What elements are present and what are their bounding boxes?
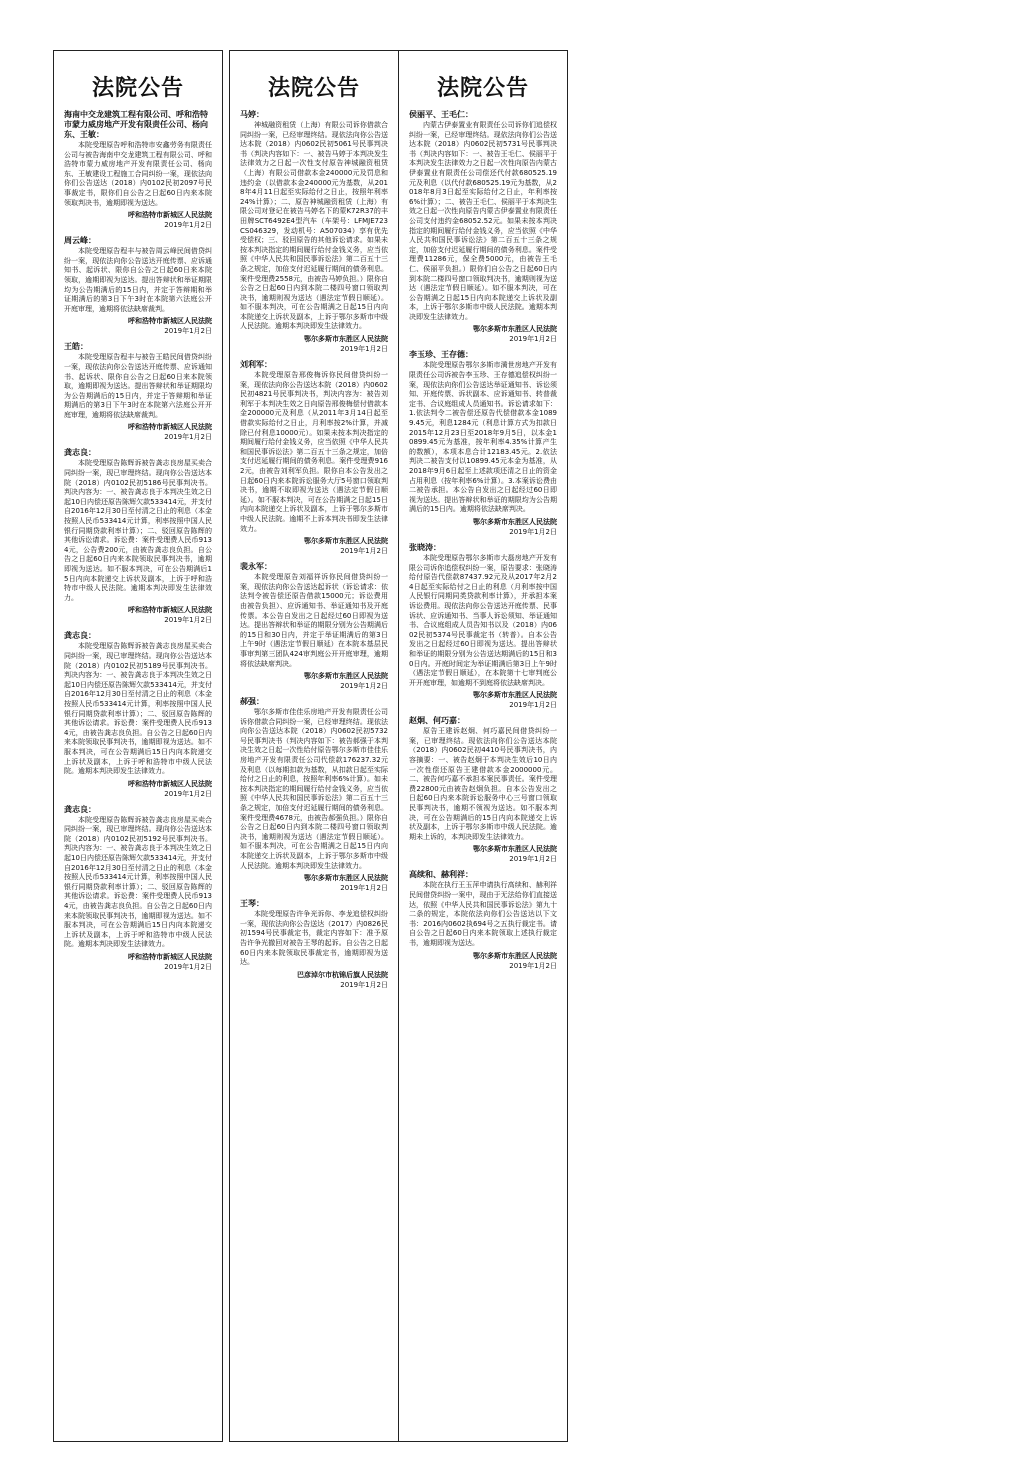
court-notice	[240, 899, 388, 990]
notice-column-2	[229, 50, 399, 1442]
notice-addressee: 郝强：	[240, 697, 264, 707]
notice-body: 本院受理原告刘福祥诉你民间借贷纠纷一案，现依法向你公告送达起诉状（诉讼请求：依法判令被告偿还原告借款15000元；诉讼费用由被告负担）、应诉通知书、举证通知书及开庭传票。本公告自发出之日起经过60日即视为送达。提出答辩状和举证的期限分别为公告期满后的15日和30日内，并定于举证期满后的第3日上午9时（遇法定节假日顺延）在本院本基层民事审判第三团队424审判庭公开开庭审理，逾期将依法缺席判决。	[240, 573, 388, 668]
notice-body: 内蒙古伊泰置业有限责任公司诉你们追偿权纠纷一案，已经审理终结。现依法向你们公告送达本院（2018）内0602民初5731号民事判决书（判决内容如下：一、被告王毛仁、侯丽平于本判决发生法律效力之日起一次性向原告内蒙古伊泰置业有限责任公司偿还代付款680525.19元及利息（以代付款680525.19元为基数，从2018年8月3日起至实际给付之日止，年利率按6%计算）；二、被告王毛仁、侯丽平于本判决生效之日起一次性向原告内蒙古伊泰置业有限责任公司支付违约金68052.52元。如果未按本判决指定的期间履行给付金钱义务，应当依照《中华人民共和国民事诉讼法》第二百五十三条之规定，加倍支付迟延履行期间的债务利息。案件受理费11286元，保全费5000元，由被告王毛仁、侯丽平负担。）限你们自公告之日起60日内到本院二楼四号窗口领取判决书，逾期则视为送达（遇法定节假日顺延）。如不服本判决，可在公告期满之日起15日内向本院递交上诉状及副本，上诉于鄂尔多斯市中级人民法院。逾期本判决即发生法律效力。	[409, 121, 557, 321]
notice-date: 2019年1月2日	[164, 221, 212, 230]
notice-body: 本院受理原告邢俊梅诉你民间借贷纠纷一案，现依法向你公告送达本院（2018）内0602民初4821号民事判决书，判决内容为：被告刘利军于本判决生效之日向原告邢俊梅偿付借款本金200000元及利息（从2011年3月14日起至借款实际给付之日止，月利率按2%计算，并减除已付利息10000元）。如果未按本判决指定的期间履行给付金钱义务，应当依照《中华人民共和国民事诉讼法》第二百五十三条之规定，加倍支付迟延履行期间的债务利息。案件受理费9162元，由被告刘利军负担。限你自本公告发出之日起60日内来本院诉讼服务大厅5号窗口领取判决书，逾期不取即视为送达（遇法定节假日顺延）。如不服本判决，可在公告期满之日起15日内向本院递交上诉状及副本，上诉于鄂尔多斯市中级人民法院。逾期不上诉本判决书即发生法律效力。	[240, 371, 388, 533]
notice-court: 呼和浩特市新城区人民法院	[128, 423, 212, 432]
court-notice	[240, 697, 388, 893]
notice-column-3	[398, 50, 568, 1442]
notice-addressee: 龚志良：	[64, 631, 96, 641]
court-notice	[240, 360, 388, 556]
court-notice	[409, 350, 557, 537]
notice-date: 2019年1月2日	[509, 701, 557, 710]
notice-court: 鄂尔多斯市东胜区人民法院	[304, 672, 388, 681]
notice-court: 呼和浩特市新城区人民法院	[128, 317, 212, 326]
notice-addressee: 张晓涛：	[409, 542, 441, 552]
notice-body: 本院受理原告陈辉诉被告龚志良房屋买卖合同纠纷一案，现已审理终结。现向你公告送达本院（2018）内0102民初5192号民事判决书。判决内容为：一、被告龚志良于本判决生效之日起10日内偿还原告陈辉欠款533414元，并支付自2016年12月30日至付清之日止的利息（本金按照人民币533414元计算，利率按照中国人民银行同期贷款利率计算）；二、驳回原告陈辉的其他诉讼请求。诉讼费：案件受理费人民币9134元，由被告龚志良负担。自公告之日起60日内来本院领取民事判决书，逾期即视为送达。如不服本判决，可在公告期满后15日内向本院递交上诉状及副本，上诉于呼和浩特市中级人民法院。逾期本判决即发生法律效力。	[64, 815, 212, 949]
notice-column-1	[53, 50, 223, 1442]
column-title: 法院公告	[267, 76, 360, 101]
notice-body: 本院受理原告程丰与被告王皓民间借贷纠纷一案，现依法向你公告送达开庭传票、应诉通知书、起诉状、限你自公告之日起60日来本院领取，逾期即视为送达。提出答辩状和举证期限均为公告期满后的15日内，并定于答辩期和举证期满后的第3日下午3时在本院第六法庭公开开庭审理，逾期将依法缺席裁判。	[64, 353, 212, 419]
notice-date: 2019年1月2日	[164, 327, 212, 336]
notice-date: 2019年1月2日	[164, 433, 212, 442]
notice-date: 2019年1月2日	[340, 980, 388, 989]
notice-body: 本院受理原告许争光诉你、李龙追偿权纠纷一案，现依法向你公告送达（2017）内0826民初1594号民事裁定书，裁定内容如下：准予原告许争光撤回对被告王琴的起诉。自公告之日起60日内来本院领取民事裁定书，逾期即视为送达。	[240, 910, 388, 967]
court-notice	[409, 110, 557, 344]
notice-addressee: 李玉珍、王存德：	[409, 350, 473, 360]
court-notice	[240, 562, 388, 691]
notice-date: 2019年1月2日	[164, 963, 212, 971]
notice-court: 鄂尔多斯市东胜区人民法院	[473, 517, 557, 526]
notice-body: 本院受理原告呼和浩特市安鑫劳务有限责任公司与被告海南中交龙建筑工程有限公司、呼和浩特市蒙力威房地产开发有限责任公司、杨向东、王敏建设工程施工合同纠纷一案，现依法向你们公告送达（2018）内0102民初2097号民事裁定书，限你们自公告之日起60日内来本院领取判决书，逾期即视为送达。	[64, 141, 212, 207]
notice-court: 鄂尔多斯市东胜区人民法院	[304, 874, 388, 883]
notice-body: 本院在执行王玉萍申请执行高续和、赫利祥民间借贷纠纷一案中，现由于无法给你们直接送达，依照《中华人民共和国民事诉讼法》第九十二条的规定，本院依法向你们公告送达以下文书：2016内0602执694号之五执行裁定书。请自公告之日起60日内来本院领取上述执行裁定书，逾期即视为送达。	[409, 881, 557, 947]
notice-court: 鄂尔多斯市东胜区人民法院	[473, 691, 557, 700]
notice-body: 神城融资租赁（上海）有限公司诉你借款合同纠纷一案，已经审理终结。现依法向你公告送达本院（2018）内0602民初5061号民事判决书（判决内容如下：一、被告马婷于本判决发生法律效力之日起一次性支付原告神城融资租赁（上海）有限公司借款本金240000元及罚息和违约金（以借款本金240000元为基数，从2018年4月11日起至实际给付之日止，按照年利率24%计算）；二、原告神城融资租赁（上海）有限公司对登记在被告马婷名下的蒙K72R37的丰田牌SCT6492E4型汽车（车架号：LFMJE723CS046329，发动机号：A507034）享有优先受偿权；三、驳回原告的其他诉讼请求。如果未按本判决指定的期间履行给付金钱义务，应当依照《中华人民共和国民事诉讼法》第二百五十三条之规定，加倍支付迟延履行期间的债务利息。案件受理费2558元，由被告马婷负担。）限你自公告之日起60日内到本院二楼四号窗口领取判决书，逾期则视为送达（遇法定节假日顺延）。如不服本判决，可在公告期满之日起15日内向本院递交上诉状及副本，上诉于鄂尔多斯市中级人民法院。逾期本判决即发生法律效力。	[240, 121, 388, 331]
notice-body: 本院受理原告鄂尔多斯市満世房地产开发有限责任公司诉被告李玉珍、王存德追偿权纠纷一案，现依法向你们公告送达举证通知书、诉讼须知、开庭传票、诉状副本、应诉通知书、转普裁定书、合议庭组成人员通知书。诉讼请求如下：1.依法判令二被告偿还原告代偿借款本金10899.45元，利息1284元（利息计算方式为扣款日2015年12月23日至2018年9月5日，以本金10899.45元为基准，按年利率4.35%计算产生的数额），本项本息合计12183.45元。2.依法判决二被告支付以10899.45元本金为基准，从2018年9月6日起至上述款项还清之日止的资金占用利息（按年利率6%计算）。3.本案诉讼费由二被告承担。本公告自发出之日起经过60日即视为送达。提出答辩状和举证的期限均为公告期满后的15日内。逾期将依法缺席判决。	[409, 361, 557, 514]
court-notice	[64, 805, 212, 972]
column-title: 法院公告	[436, 76, 529, 101]
notice-body: 本院受理原告鄂尔多斯市大磊房地产开发有限公司诉你追偿权纠纷一案，原告要求：张晓涛给付原告代偿款87437.92元及从2017年2月24日起至实际给付之日止的利息（月利率按中国人民银行同期同类贷款利率计算），并承担本案诉讼费用。现依法向你公告送达开庭传票、民事诉状、应诉通知书、当事人诉讼须知、举证通知书、合议庭组成人员告知书以及（2018）内0602民初5374号民事裁定书（转普）。自本公告发出之日起经过60日即视为送达。提出答辩状和举证的期限分别为公告送达期满后的15日和30日内。开庭时间定为举证期满后第3日上午9时（遇法定节假日顺延），在本院第十七审判庭公开开庭审理，如逾期不到庭将依法缺席判决。	[409, 553, 557, 687]
notice-body: 鄂尔多斯市佳佳乐房地产开发有限责任公司诉你借款合同纠纷一案，已经审理终结。现依法向你公告送达本院（2018）内0602民初5732号民事判决书（判决内容如下：被告郝强于本判决生效之日起一次性给付原告鄂尔多斯市佳佳乐房地产开发有限责任公司代偿款176237.32元及利息（以每期扣款为基数，从扣款日起至实际给付之日止的利息，按照年利率6%计算）。如未按本判决指定的期间履行给付金钱义务，应当依照《中华人民共和国民事诉讼法》第二百五十三条之规定，加倍支付迟延履行期间的债务利息。案件受理费4678元，由被告郝强负担。）限你自公告之日起60日内到本院二楼四号窗口领取判决书，逾期则视为送达（遇法定节假日顺延）。如不服本判决，可在公告期满之日起15日内向本院递交上诉状及副本，上诉于鄂尔多斯市中级人民法院。逾期本判决即发生法律效力。	[240, 708, 388, 870]
court-notice	[64, 631, 212, 798]
notice-court: 鄂尔多斯市东胜区人民法院	[473, 325, 557, 334]
notice-body: 原告王建诉赵炯、何巧嘉民间借贷纠纷一案，已审理终结。现依法向你们公告送达本院（2018）内0602民初4410号民事判决书，内容摘要：一、被告赵炯于本判决生效后10日内一次性偿还原告王建借款本金2000000元。二、被告何巧嘉不承担本案民事责任。案件受理费22800元由被告赵炯负担。自本公告发出之日起60日内来本院诉讼服务中心三号窗口领取民事判决书，逾期不领视为送达。如不服本判决，可在公告期满后的15日内向本院递交上诉状及副本，上诉于鄂尔多斯市中级人民法院。逾期未上诉的，本判决即发生法律效力。	[409, 727, 557, 841]
notice-addressee: 刘利军：	[240, 360, 272, 370]
notice-addressee: 海南中交龙建筑工程有限公司、呼和浩特市蒙力威房地产开发有限责任公司、杨向东、王敏：	[64, 110, 208, 139]
notice-court: 鄂尔多斯市东胜区人民法院	[304, 335, 388, 344]
notice-date: 2019年1月2日	[509, 335, 557, 344]
notice-court: 呼和浩特市新城区人民法院	[128, 953, 212, 961]
notice-addressee: 赵炯、何巧嘉：	[409, 716, 465, 726]
notice-court: 巴彦淖尔市杭锦后旗人民法院	[297, 970, 388, 979]
notice-court: 鄂尔多斯市东胜区人民法院	[473, 845, 557, 854]
notice-court: 呼和浩特市新城区人民法院	[128, 606, 212, 615]
court-notice	[240, 110, 388, 354]
notice-date: 2019年1月2日	[164, 616, 212, 625]
notice-body: 本院受理原告陈辉诉被告龚志良房屋买卖合同纠纷一案，现已审理终结。现向你公告送达本院（2018）内0102民初5189号民事判决书。判决内容为：一、被告龚志良于本判决生效之日起10日内偿还原告陈辉欠款533414元，并支付自2016年12月30日至付清之日止的利息（本金按照人民币533414元计算，利率按照中国人民银行同期贷款利率计算）；二、驳回原告陈辉的其他诉讼请求。诉讼费：案件受理费人民币9134元，由被告龚志良负担。自公告之日起60日内来本院领取民事判决书，逾期即视为送达。如不服本判决，可在公告期满后15日内向本院递交上诉状及副本，上诉于呼和浩特市中级人民法院。逾期本判决即发生法律效力。	[64, 642, 212, 776]
notice-body: 本院受理原告程丰与被告周云峰民间借贷纠纷一案，现依法向你公告送达开庭传票、应诉通知书、起诉状、限你自公告之日起60日来本院领取，逾期即视为送达。提出答辩状和举证期限均为公告期满后的15日内，并定于答辩期和举证期满后的第3日下午3时在本院第六法庭公开开庭审理，逾期将依法缺席裁判。	[64, 247, 212, 313]
court-notice	[64, 342, 212, 442]
court-notice	[64, 448, 212, 625]
notice-addressee: 王琴：	[240, 899, 264, 909]
notice-addressee: 龚志良：	[64, 804, 96, 814]
notice-date: 2019年1月2日	[340, 345, 388, 354]
notice-date: 2019年1月2日	[509, 527, 557, 536]
court-notice	[409, 716, 557, 864]
notice-court: 鄂尔多斯市东胜区人民法院	[304, 537, 388, 546]
court-notice	[64, 236, 212, 336]
notice-date: 2019年1月2日	[340, 884, 388, 893]
notice-addressee: 裴永军：	[240, 562, 272, 572]
notice-addressee: 龚志良：	[64, 448, 96, 458]
notice-court: 呼和浩特市新城区人民法院	[128, 779, 212, 788]
notice-date: 2019年1月2日	[509, 961, 557, 970]
notice-court: 呼和浩特市新城区人民法院	[128, 211, 212, 220]
notice-court: 鄂尔多斯市东胜区人民法院	[473, 951, 557, 960]
notice-date: 2019年1月2日	[340, 547, 388, 556]
notice-date: 2019年1月2日	[340, 682, 388, 691]
court-notice	[64, 110, 212, 230]
column-title: 法院公告	[91, 76, 184, 101]
notice-addressee: 王皓：	[64, 342, 88, 352]
notice-addressee: 侯丽平、王毛仁：	[409, 110, 473, 119]
court-notice	[409, 870, 557, 970]
notice-addressee: 周云峰：	[64, 236, 96, 246]
notice-body: 本院受理原告陈辉诉被告龚志良房屋买卖合同纠纷一案，现已审理终结。现向你公告送达本院（2018）内0102民初5186号民事判决书。判决内容为：一、被告龚志良于本判决生效之日起10日内偿还原告陈辉欠款533414元，并支付自2016年12月30日至付清之日止的利息（本金按照人民币533414元计算，利率按照中国人民银行同期贷款利率计算）；二、驳回原告陈辉的其他诉讼请求。诉讼费：案件受理费人民币9134元，公告费200元，由被告龚志良负担。自公告之日起60日内来本院领取民事判决书，逾期即视为送达。如不服本判决，可在公告期满后15日内向本院递交上诉状及副本，上诉于呼和浩特市中级人民法院。逾期本判决即发生法律效力。	[64, 459, 212, 602]
notice-date: 2019年1月2日	[509, 855, 557, 864]
notice-date: 2019年1月2日	[164, 789, 212, 798]
notice-addressee: 高续和、赫利祥：	[409, 870, 473, 880]
notice-addressee: 马婷：	[240, 110, 264, 119]
court-notice	[409, 543, 557, 710]
